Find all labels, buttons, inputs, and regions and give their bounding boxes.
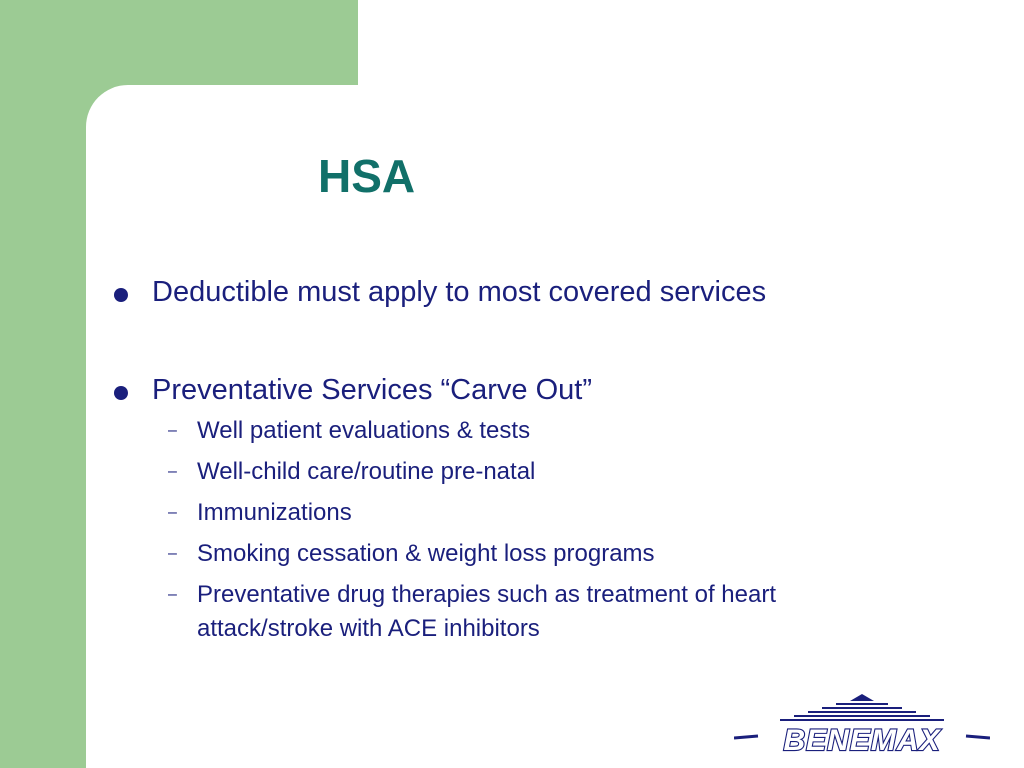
benemax-logo (734, 690, 990, 756)
sub-bullet-text: Immunizations (197, 499, 352, 526)
sub-bullet-text: Well patient evaluations & tests (197, 417, 531, 444)
sub-bullet-list (152, 414, 912, 646)
sub-bullet-text: Well-child care/routine pre-natal (197, 458, 536, 485)
bullet-dot-icon (114, 288, 128, 302)
dash-icon: – (168, 586, 177, 603)
sub-bullet-item (152, 496, 912, 530)
bullet-item-preventative (112, 372, 912, 646)
bullet-list (112, 274, 912, 653)
bullet-item-deductible (112, 274, 912, 310)
dash-icon: – (168, 463, 177, 480)
slide-title: HSA (318, 150, 416, 202)
sub-bullet-text: Preventative drug therapies such as treatment of heart attack/stroke with ACE inhibitors (197, 581, 776, 642)
dash-icon: – (168, 545, 177, 562)
bullet-text: Deductible must apply to most covered services (152, 276, 767, 308)
dash-icon: – (168, 422, 177, 439)
sub-bullet-item (152, 537, 912, 571)
sub-bullet-item (152, 455, 912, 489)
logo-wordmark: BENEMAX (783, 724, 941, 756)
background-panel-top (358, 0, 1024, 90)
sub-bullet-text: Smoking cessation & weight loss programs (197, 540, 655, 567)
dash-icon: – (168, 504, 177, 521)
bullet-text: Preventative Services “Carve Out” (152, 374, 592, 406)
sub-bullet-item (152, 578, 912, 646)
sub-bullet-item (152, 414, 912, 448)
bullet-dot-icon (114, 386, 128, 400)
